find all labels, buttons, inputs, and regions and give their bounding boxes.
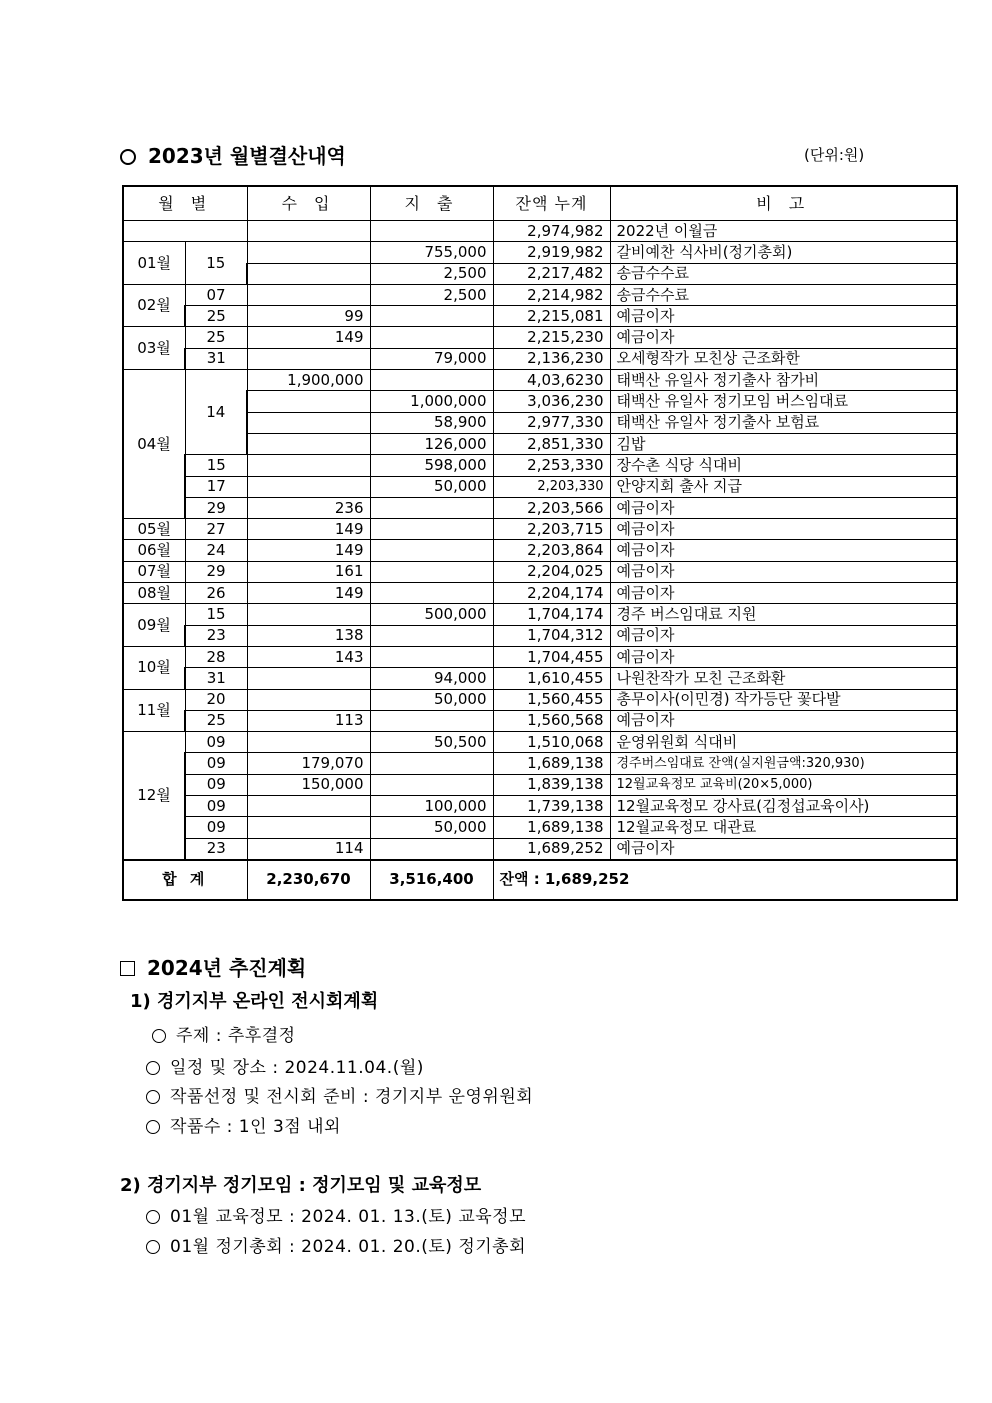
- ledger-row: [123, 817, 957, 838]
- balance-cell: 2,215,230: [493, 327, 610, 348]
- month-cell: 03월: [123, 327, 185, 370]
- expense-cell: [370, 753, 493, 774]
- note-cell: 송금수수료: [610, 263, 957, 284]
- balance-cell: 1,689,138: [493, 753, 610, 774]
- expense-cell: [370, 625, 493, 646]
- plan-item-text: 작품선정 및 전시회 준비 : 경기지부 운영위원회: [170, 1087, 534, 1107]
- plan-item: [146, 1082, 533, 1107]
- day-cell: 23: [185, 625, 247, 646]
- income-cell: 161: [247, 561, 370, 582]
- plan-section2-title: 2) 경기지부 정기모임 : 정기모임 및 교육정모: [120, 1175, 482, 1196]
- circle-bullet-icon: [146, 1210, 160, 1224]
- balance-cell: 1,739,138: [493, 796, 610, 817]
- plan-title: [120, 952, 306, 981]
- ledger-row: [123, 242, 957, 263]
- carryover-month-cell: [123, 221, 247, 242]
- income-cell: 179,070: [247, 753, 370, 774]
- circle-bullet-icon: [152, 1029, 166, 1043]
- day-cell: 25: [185, 710, 247, 731]
- day-cell: 09: [185, 774, 247, 795]
- note-cell: 예금이자: [610, 540, 957, 561]
- ledger-row: [123, 838, 957, 860]
- note-cell: 예금이자: [610, 583, 957, 604]
- expense-cell: [370, 540, 493, 561]
- note-cell: 예금이자: [610, 327, 957, 348]
- header-income: 수 입: [247, 186, 370, 221]
- ledger-row: [123, 284, 957, 305]
- balance-cell: 2,136,230: [493, 348, 610, 369]
- ledger-row: [123, 476, 957, 497]
- day-cell: 26: [185, 583, 247, 604]
- note-cell: 오세형작가 모친상 근조화한: [610, 348, 957, 369]
- ledger-row: [123, 348, 957, 369]
- income-cell: [247, 284, 370, 305]
- circle-bullet-icon: [120, 149, 136, 165]
- income-cell: 149: [247, 519, 370, 540]
- balance-cell: 4,03,6230: [493, 370, 610, 391]
- ledger-row: [123, 327, 957, 348]
- income-cell: [247, 242, 370, 263]
- income-cell: [247, 412, 370, 433]
- ledger-title: [120, 140, 346, 169]
- balance-cell: 1,689,252: [493, 838, 610, 860]
- expense-cell: 500,000: [370, 604, 493, 625]
- income-cell: [247, 796, 370, 817]
- note-cell: 12월교육정모 대관료: [610, 817, 957, 838]
- carryover-income-cell: [247, 221, 370, 242]
- day-cell: 09: [185, 796, 247, 817]
- ledger-table: [122, 185, 958, 901]
- expense-cell: [370, 710, 493, 731]
- month-cell: 08월: [123, 583, 185, 604]
- note-cell: 운영위원회 식대비: [610, 732, 957, 753]
- expense-cell: [370, 561, 493, 582]
- balance-cell: 1,510,068: [493, 732, 610, 753]
- ledger-title-text: 2023년 월별결산내역: [148, 144, 346, 168]
- expense-cell: 2,500: [370, 263, 493, 284]
- income-cell: [247, 689, 370, 710]
- balance-cell: 2,217,482: [493, 263, 610, 284]
- plan-item-text: 01월 정기총회 : 2024. 01. 20.(토) 정기총회: [170, 1237, 527, 1257]
- expense-cell: [370, 583, 493, 604]
- day-cell: 27: [185, 519, 247, 540]
- day-cell: 31: [185, 668, 247, 689]
- note-cell: 태백산 유일사 정기모임 버스임대료: [610, 391, 957, 412]
- income-cell: 99: [247, 306, 370, 327]
- plan-item: [146, 1053, 424, 1078]
- month-cell: 06월: [123, 540, 185, 561]
- balance-cell: 2,204,025: [493, 561, 610, 582]
- total-balance: 잔액 : 1,689,252: [493, 860, 957, 900]
- ledger-row: [123, 796, 957, 817]
- ledger-row: [123, 391, 957, 412]
- plan-item-text: 01월 교육정모 : 2024. 01. 13.(토) 교육정모: [170, 1207, 527, 1227]
- income-cell: 236: [247, 497, 370, 518]
- note-cell: 총무이사(이민경) 작가등단 꽃다발: [610, 689, 957, 710]
- balance-cell: 1,704,312: [493, 625, 610, 646]
- income-cell: 1,900,000: [247, 370, 370, 391]
- day-cell: 09: [185, 753, 247, 774]
- month-cell: 05월: [123, 519, 185, 540]
- income-cell: 149: [247, 540, 370, 561]
- income-cell: [247, 604, 370, 625]
- month-cell: 10월: [123, 646, 185, 689]
- ledger-header-row: [123, 186, 957, 221]
- note-cell: 송금수수료: [610, 284, 957, 305]
- ledger-row: [123, 583, 957, 604]
- day-cell: 31: [185, 348, 247, 369]
- ledger-row: [123, 433, 957, 454]
- day-cell: 09: [185, 732, 247, 753]
- day-cell: 17: [185, 476, 247, 497]
- ledger-row: [123, 561, 957, 582]
- note-cell: 태백산 유일사 정기출사 참가비: [610, 370, 957, 391]
- plan-item: [146, 1112, 341, 1137]
- note-cell: 태백산 유일사 정기출사 보험료: [610, 412, 957, 433]
- plan-item: [152, 1021, 296, 1046]
- income-cell: [247, 455, 370, 476]
- balance-cell: 2,851,330: [493, 433, 610, 454]
- ledger-row: [123, 753, 957, 774]
- ledger-row: [123, 668, 957, 689]
- balance-cell: 2,203,715: [493, 519, 610, 540]
- month-cell: 09월: [123, 604, 185, 647]
- day-cell: 29: [185, 497, 247, 518]
- expense-cell: 79,000: [370, 348, 493, 369]
- income-cell: [247, 476, 370, 497]
- total-row: [123, 860, 957, 900]
- carryover-balance: 2,974,982: [493, 221, 610, 242]
- header-balance: 잔액 누계: [493, 186, 610, 221]
- note-cell: 예금이자: [610, 710, 957, 731]
- header-expense: 지 출: [370, 186, 493, 221]
- day-cell: 07: [185, 284, 247, 305]
- day-cell: 24: [185, 540, 247, 561]
- ledger-row: [123, 689, 957, 710]
- circle-bullet-icon: [146, 1120, 160, 1134]
- income-cell: [247, 668, 370, 689]
- total-label: 합 계: [123, 860, 247, 900]
- day-cell: 15: [185, 604, 247, 625]
- month-cell: 01월: [123, 242, 185, 285]
- expense-cell: [370, 646, 493, 667]
- expense-cell: [370, 327, 493, 348]
- plan-item: [146, 1202, 526, 1227]
- expense-cell: [370, 306, 493, 327]
- income-cell: [247, 263, 370, 284]
- day-cell: 23: [185, 838, 247, 860]
- expense-cell: 50,500: [370, 732, 493, 753]
- ledger-row: [123, 497, 957, 518]
- expense-cell: 598,000: [370, 455, 493, 476]
- day-cell: 29: [185, 561, 247, 582]
- ledger-row: [123, 540, 957, 561]
- note-cell: 김밥: [610, 433, 957, 454]
- ledger-row: [123, 625, 957, 646]
- note-cell: 나원찬작가 모친 근조화환: [610, 668, 957, 689]
- note-cell: 안양지회 출사 지급: [610, 476, 957, 497]
- expense-cell: 755,000: [370, 242, 493, 263]
- balance-cell: 2,919,982: [493, 242, 610, 263]
- balance-cell: 2,214,982: [493, 284, 610, 305]
- note-cell: 예금이자: [610, 497, 957, 518]
- ledger-row: [123, 519, 957, 540]
- note-cell: 예금이자: [610, 561, 957, 582]
- income-cell: [247, 391, 370, 412]
- ledger-row: [123, 455, 957, 476]
- header-month: 월 별: [123, 186, 247, 221]
- income-cell: 149: [247, 583, 370, 604]
- balance-cell: 3,036,230: [493, 391, 610, 412]
- unit-note: (단위:원): [804, 146, 865, 164]
- note-cell: 갈비예찬 식사비(정기총회): [610, 242, 957, 263]
- month-cell: 07월: [123, 561, 185, 582]
- note-cell: 예금이자: [610, 519, 957, 540]
- square-bullet-icon: [120, 961, 135, 976]
- day-cell: 09: [185, 817, 247, 838]
- income-cell: [247, 433, 370, 454]
- day-cell: 14: [185, 370, 247, 455]
- note-cell: 12월교육정모 교육비(20×5,000): [610, 774, 957, 795]
- ledger-row: [123, 710, 957, 731]
- expense-cell: [370, 370, 493, 391]
- day-cell: 15: [185, 455, 247, 476]
- day-cell: 25: [185, 327, 247, 348]
- balance-cell: 2,203,566: [493, 497, 610, 518]
- balance-cell: 2,203,864: [493, 540, 610, 561]
- plan-section1-title: 1) 경기지부 온라인 전시회계획: [130, 991, 379, 1012]
- expense-cell: [370, 838, 493, 860]
- ledger-row: [123, 774, 957, 795]
- income-cell: [247, 732, 370, 753]
- note-cell: 예금이자: [610, 625, 957, 646]
- balance-cell: 2,203,330: [493, 476, 610, 497]
- plan-item-text: 주제 : 추후결정: [176, 1026, 296, 1046]
- balance-cell: 1,560,455: [493, 689, 610, 710]
- ledger-row: [123, 646, 957, 667]
- income-cell: 143: [247, 646, 370, 667]
- note-cell: 12월교육정모 강사료(김정섭교육이사): [610, 796, 957, 817]
- carryover-note: 2022년 이월금: [610, 221, 957, 242]
- balance-cell: 1,704,455: [493, 646, 610, 667]
- expense-cell: 1,000,000: [370, 391, 493, 412]
- ledger-row: [123, 306, 957, 327]
- income-cell: 149: [247, 327, 370, 348]
- month-cell: 11월: [123, 689, 185, 732]
- expense-cell: 126,000: [370, 433, 493, 454]
- note-cell: 예금이자: [610, 838, 957, 860]
- expense-cell: 50,000: [370, 689, 493, 710]
- income-cell: 113: [247, 710, 370, 731]
- plan-item-text: 작품수 : 1인 3점 내외: [170, 1117, 341, 1137]
- total-income: 2,230,670: [247, 860, 370, 900]
- balance-cell: 1,610,455: [493, 668, 610, 689]
- balance-cell: 1,704,174: [493, 604, 610, 625]
- expense-cell: [370, 497, 493, 518]
- note-cell: 예금이자: [610, 646, 957, 667]
- carryover-row: [123, 221, 957, 242]
- balance-cell: 1,560,568: [493, 710, 610, 731]
- income-cell: 138: [247, 625, 370, 646]
- expense-cell: [370, 519, 493, 540]
- day-cell: 25: [185, 306, 247, 327]
- ledger-row: [123, 370, 957, 391]
- income-cell: [247, 348, 370, 369]
- expense-cell: 58,900: [370, 412, 493, 433]
- balance-cell: 2,977,330: [493, 412, 610, 433]
- balance-cell: 2,253,330: [493, 455, 610, 476]
- day-cell: 28: [185, 646, 247, 667]
- plan-title-text: 2024년 추진계획: [147, 956, 307, 980]
- ledger-row: [123, 604, 957, 625]
- circle-bullet-icon: [146, 1061, 160, 1075]
- month-cell: 12월: [123, 732, 185, 860]
- plan-item-text: 일정 및 장소 : 2024.11.04.(월): [170, 1058, 424, 1078]
- balance-cell: 2,215,081: [493, 306, 610, 327]
- note-cell: 예금이자: [610, 306, 957, 327]
- month-cell: 02월: [123, 284, 185, 327]
- income-cell: 150,000: [247, 774, 370, 795]
- day-cell: 15: [185, 242, 247, 285]
- total-expense: 3,516,400: [370, 860, 493, 900]
- month-cell: 04월: [123, 370, 185, 519]
- circle-bullet-icon: [146, 1090, 160, 1104]
- note-cell: 경주 버스임대료 지원: [610, 604, 957, 625]
- ledger-row: [123, 412, 957, 433]
- income-cell: 114: [247, 838, 370, 860]
- day-cell: 20: [185, 689, 247, 710]
- carryover-expense-cell: [370, 221, 493, 242]
- plan-item: [146, 1232, 526, 1257]
- note-cell: 장수촌 식당 식대비: [610, 455, 957, 476]
- balance-cell: 2,204,174: [493, 583, 610, 604]
- expense-cell: 2,500: [370, 284, 493, 305]
- expense-cell: 94,000: [370, 668, 493, 689]
- note-cell: 경주버스임대료 잔액(실지원금액:320,930): [610, 753, 957, 774]
- ledger-row: [123, 732, 957, 753]
- expense-cell: 50,000: [370, 476, 493, 497]
- expense-cell: [370, 774, 493, 795]
- circle-bullet-icon: [146, 1240, 160, 1254]
- ledger-row: [123, 263, 957, 284]
- balance-cell: 1,839,138: [493, 774, 610, 795]
- header-note: 비 고: [610, 186, 957, 221]
- balance-cell: 1,689,138: [493, 817, 610, 838]
- expense-cell: 50,000: [370, 817, 493, 838]
- expense-cell: 100,000: [370, 796, 493, 817]
- income-cell: [247, 817, 370, 838]
